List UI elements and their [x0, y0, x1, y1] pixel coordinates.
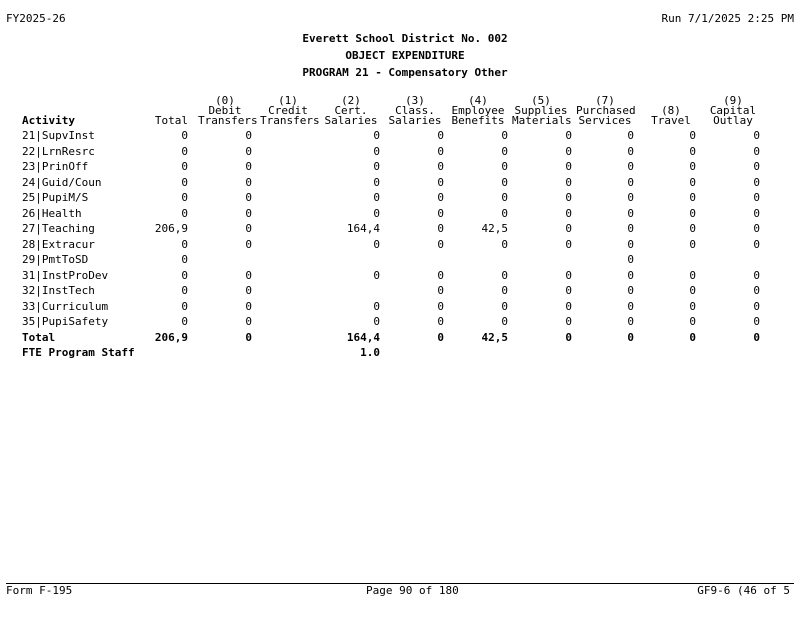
total-row: [0, 330, 800, 345]
cell-supplies: 0: [565, 160, 572, 173]
cell-travel: 0: [689, 268, 696, 282]
table-row: [0, 252, 800, 267]
cell-benefits: 0: [501, 284, 508, 297]
cell-class: 0: [437, 315, 444, 328]
col-cert-salaries: (2) Cert. Salaries: [324, 94, 378, 127]
cell-supplies: 0: [565, 191, 572, 204]
col-total: Total: [154, 114, 188, 127]
activity-label: 35|PupiSafety: [22, 315, 109, 328]
activity-label: 29|PmtToSD: [22, 253, 89, 266]
cell-travel: 0: [689, 315, 696, 328]
cell-cert: 0: [373, 237, 380, 251]
table-row: [0, 299, 800, 314]
cell-purchased: 0: [627, 222, 634, 235]
col-credit: (1) Credit Transfers: [260, 94, 320, 127]
cell-benefits: 0: [501, 160, 508, 173]
cell-cert: 0: [373, 144, 380, 158]
cell-purchased: 0: [627, 237, 634, 251]
cell-cert: 0: [373, 299, 380, 313]
cell-benefits: 0: [501, 175, 508, 189]
cell-cert: 0: [373, 129, 380, 142]
cell-capital: 0: [753, 284, 760, 297]
table-row: [0, 144, 800, 159]
cell-supplies: 0: [565, 222, 572, 235]
cell-supplies: 0: [565, 315, 572, 328]
cell-capital: 0: [753, 268, 760, 282]
cell-benefits: 0: [501, 315, 508, 328]
cell-total: 0: [181, 191, 188, 204]
cell-class: 0: [437, 330, 444, 344]
cell-benefits: 0: [501, 237, 508, 251]
table-row: [0, 268, 800, 283]
table-row: [0, 159, 800, 174]
cell-travel: 0: [689, 299, 696, 313]
cell-supplies: 0: [565, 129, 572, 142]
cell-total: 0: [181, 315, 188, 328]
cell-class: 0: [437, 175, 444, 189]
cell-debit: 0: [245, 315, 252, 328]
cell-debit: 0: [245, 129, 252, 142]
cell-total: 0: [181, 175, 188, 189]
cell-travel: 0: [689, 284, 696, 297]
cell-purchased: 0: [627, 144, 634, 158]
cell-purchased: 0: [627, 330, 634, 344]
cell-cert: 0: [373, 315, 380, 328]
table-row: [0, 237, 800, 252]
col-purchased-services: (7) Purchased Services: [576, 94, 636, 127]
cell-capital: 0: [753, 299, 760, 313]
cell-travel: 0: [689, 175, 696, 189]
cell-debit: 0: [245, 191, 252, 204]
cell-purchased: 0: [627, 175, 634, 189]
cell-total: 0: [181, 268, 188, 282]
activity-label: 28|Extracur: [22, 237, 95, 251]
cell-class: 0: [437, 299, 444, 313]
cell-total: 0: [181, 299, 188, 313]
cell-purchased: 0: [627, 315, 634, 328]
activity-label: 22|LrnResrc: [22, 144, 95, 158]
cell-total: 0: [181, 237, 188, 251]
cell-travel: 0: [689, 222, 696, 235]
cell-total: 0: [181, 144, 188, 158]
col-class-salaries: (3) Class. Salaries: [388, 94, 442, 127]
cell-supplies: 0: [565, 144, 572, 158]
cell-cert: 0: [373, 191, 380, 204]
col-benefits: (4) Employee Benefits: [451, 94, 505, 127]
cell-total: 206,9: [154, 330, 188, 344]
cell-capital: 0: [753, 315, 760, 328]
col-activity: Activity: [22, 114, 75, 127]
cell-travel: 0: [689, 206, 696, 220]
cell-purchased: 0: [627, 268, 634, 282]
cell-purchased: 0: [627, 299, 634, 313]
cell-cert: 0: [373, 268, 380, 282]
cell-debit: 0: [245, 222, 252, 235]
cell-debit: 0: [245, 144, 252, 158]
table-row: [0, 283, 800, 298]
run-timestamp: Run 7/1/2025 2:25 PM: [661, 12, 794, 25]
cell-class: 0: [437, 268, 444, 282]
fte-row: [0, 345, 800, 360]
cell-capital: 0: [753, 206, 760, 220]
cell-class: 0: [437, 284, 444, 297]
district-title: Everett School District No. 002: [302, 32, 508, 45]
cell-capital: 0: [753, 160, 760, 173]
cell-debit: 0: [245, 206, 252, 220]
cell-benefits: 0: [501, 299, 508, 313]
col-supplies: (5) Supplies Materials: [512, 94, 572, 127]
cell-purchased: 0: [627, 129, 634, 142]
activity-label: Total: [22, 330, 56, 344]
cell-cert: 164,4: [346, 330, 380, 344]
cell-cert: 0: [373, 206, 380, 220]
fte-label: FTE Program Staff: [22, 346, 135, 359]
report-title: OBJECT EXPENDITURE: [345, 49, 465, 62]
cell-total: 0: [181, 253, 188, 266]
cell-capital: 0: [753, 175, 760, 189]
cell-supplies: 0: [565, 330, 572, 344]
cell-purchased: 0: [627, 191, 634, 204]
col-capital-outlay: (9) Capital Outlay: [709, 94, 757, 127]
cell-class: 0: [437, 191, 444, 204]
cell-class: 0: [437, 160, 444, 173]
cell-supplies: 0: [565, 175, 572, 189]
cell-debit: 0: [245, 330, 252, 344]
col-debit: (0) Debit Transfers: [198, 94, 258, 127]
form-number: Form F-195: [6, 584, 73, 597]
table-row: [0, 190, 800, 205]
cell-class: 0: [437, 222, 444, 235]
cell-capital: 0: [753, 129, 760, 142]
cell-capital: 0: [753, 144, 760, 158]
activity-label: 31|InstProDev: [22, 268, 109, 282]
cell-benefits: 0: [501, 129, 508, 142]
activity-label: 32|InstTech: [22, 284, 95, 297]
cell-capital: 0: [753, 222, 760, 235]
table-row: [0, 175, 800, 190]
table-row: [0, 206, 800, 221]
table-row: [0, 221, 800, 236]
cell-supplies: 0: [565, 206, 572, 220]
cell-class: 0: [437, 206, 444, 220]
cell-class: 0: [437, 144, 444, 158]
cell-travel: 0: [689, 144, 696, 158]
activity-label: 23|PrinOff: [22, 160, 89, 173]
fte-value: 1.0: [360, 346, 380, 359]
activity-label: 33|Curriculum: [22, 299, 109, 313]
activity-label: 25|PupiM/S: [22, 191, 89, 204]
cell-total: 0: [181, 160, 188, 173]
program-title: PROGRAM 21 - Compensatory Other: [302, 66, 508, 79]
cell-capital: 0: [753, 330, 760, 344]
cell-total: 0: [181, 129, 188, 142]
activity-label: 27|Teaching: [22, 222, 95, 235]
cell-supplies: 0: [565, 284, 572, 297]
activity-label: 21|SupvInst: [22, 129, 95, 142]
cell-cert: 0: [373, 160, 380, 173]
cell-debit: 0: [245, 268, 252, 282]
cell-benefits: 0: [501, 191, 508, 204]
table-row: [0, 314, 800, 329]
report-reference: GF9-6 (46 of 5: [697, 584, 790, 597]
cell-travel: 0: [689, 160, 696, 173]
cell-supplies: 0: [565, 299, 572, 313]
cell-benefits: 42,5: [481, 222, 508, 235]
cell-travel: 0: [689, 191, 696, 204]
cell-benefits: 0: [501, 144, 508, 158]
activity-label: 26|Health: [22, 206, 82, 220]
cell-capital: 0: [753, 237, 760, 251]
cell-supplies: 0: [565, 268, 572, 282]
cell-debit: 0: [245, 284, 252, 297]
cell-supplies: 0: [565, 237, 572, 251]
cell-travel: 0: [689, 129, 696, 142]
activity-label: 24|Guid/Coun: [22, 175, 102, 189]
page-number: Page 90 of 180: [366, 584, 459, 597]
cell-class: 0: [437, 237, 444, 251]
cell-purchased: 0: [627, 160, 634, 173]
cell-debit: 0: [245, 175, 252, 189]
cell-travel: 0: [689, 330, 696, 344]
cell-cert: 164,4: [346, 222, 380, 235]
table-row: [0, 128, 800, 143]
cell-purchased: 0: [627, 253, 634, 266]
cell-total: 206,9: [154, 222, 188, 235]
fiscal-year-label: FY2025-26: [6, 12, 66, 25]
col-travel: (8) Travel: [651, 104, 691, 127]
cell-total: 0: [181, 206, 188, 220]
cell-purchased: 0: [627, 284, 634, 297]
cell-debit: 0: [245, 237, 252, 251]
cell-total: 0: [181, 284, 188, 297]
cell-benefits: 42,5: [481, 330, 508, 344]
cell-debit: 0: [245, 160, 252, 173]
cell-cert: 0: [373, 175, 380, 189]
cell-travel: 0: [689, 237, 696, 251]
cell-benefits: 0: [501, 268, 508, 282]
cell-purchased: 0: [627, 206, 634, 220]
cell-debit: 0: [245, 299, 252, 313]
cell-capital: 0: [753, 191, 760, 204]
cell-benefits: 0: [501, 206, 508, 220]
cell-class: 0: [437, 129, 444, 142]
